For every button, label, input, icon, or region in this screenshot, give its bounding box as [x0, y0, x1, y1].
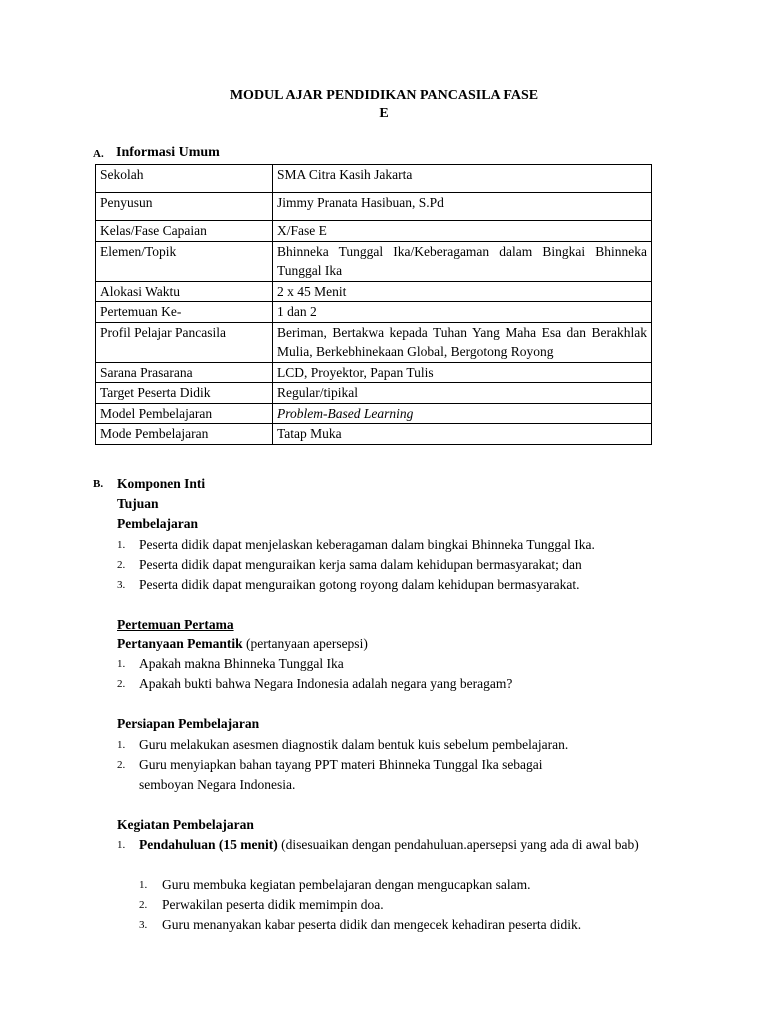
list-number: 2. [117, 678, 126, 690]
list-number: 2. [117, 559, 126, 571]
pemantik-heading [117, 634, 368, 654]
table-value: LCD, Proyektor, Papan Tulis [273, 362, 652, 383]
pemantik-list [117, 654, 677, 694]
table-value: X/Fase E [273, 221, 652, 242]
table-key: Mode Pembelajaran [96, 424, 273, 445]
table-key: Pertemuan Ke- [96, 302, 273, 323]
table-value: 1 dan 2 [273, 302, 652, 323]
list-item-text: Perwakilan peserta didik memimpin doa. [162, 897, 384, 912]
table-row [96, 362, 652, 383]
section-a-heading: Informasi Umum [116, 145, 220, 160]
persiapan-heading: Persiapan Pembelajaran [117, 716, 260, 731]
list-item [139, 915, 679, 935]
table-row [96, 241, 652, 281]
table-value: Tatap Muka [273, 424, 652, 445]
list-number: 3. [117, 579, 126, 591]
pendahuluan-list [139, 875, 679, 935]
table-row [96, 403, 652, 424]
table-row [96, 193, 652, 221]
list-item-text: Peserta didik dapat menjelaskan keberagaman dalam bingkai Bhinneka Tunggal Ika. [139, 537, 595, 552]
list-item [117, 755, 569, 795]
table-row [96, 424, 652, 445]
pertemuan-pertama-heading: Pertemuan Pertama [117, 617, 234, 632]
list-number: 2. [117, 759, 126, 771]
list-item [117, 654, 677, 674]
list-number: 2. [139, 899, 148, 911]
list-number: 1. [117, 839, 126, 851]
list-number: 1. [117, 658, 126, 670]
list-item [117, 535, 677, 555]
kegiatan-heading: Kegiatan Pembelajaran [117, 817, 254, 832]
list-item-text: Peserta didik dapat menguraikan gotong royong dalam kehidupan bermasyarakat. [139, 577, 580, 592]
table-key: Elemen/Topik [96, 241, 273, 281]
table-key: Alokasi Waktu [96, 281, 273, 302]
list-item [117, 735, 637, 755]
table-key: Profil Pelajar Pancasila [96, 322, 273, 362]
pendahuluan-note: (disesuaikan dengan pendahuluan.apersepsi yang ada di awal bab) [277, 837, 639, 852]
section-a-letter: A. [93, 148, 104, 160]
list-item [139, 895, 679, 915]
tujuan-list [117, 535, 677, 595]
table-key: Model Pembelajaran [96, 403, 273, 424]
table-value: SMA Citra Kasih Jakarta [273, 165, 652, 193]
persiapan-list [117, 735, 637, 795]
list-number: 3. [139, 919, 148, 931]
table-value: Regular/tipikal [273, 383, 652, 404]
list-number: 1. [117, 739, 126, 751]
table-row [96, 221, 652, 242]
pendahuluan-label: Pendahuluan (15 menit) [139, 837, 278, 852]
section-b-heading: Komponen Inti [117, 476, 206, 491]
list-number: 1. [139, 879, 148, 891]
table-key: Kelas/Fase Capaian [96, 221, 273, 242]
pemantik-note: (pertanyaan apersepsi) [242, 636, 368, 651]
table-key: Sekolah [96, 165, 273, 193]
table-value: Beriman, Bertakwa kepada Tuhan Yang Maha Esa dan Berakhlak Mulia, Berkebhinekaan Global, Bergotong Royong [273, 322, 652, 362]
list-item-text: Peserta didik dapat menguraikan kerja sama dalam kehidupan bermasyarakat; dan [139, 557, 582, 572]
list-item [117, 674, 677, 694]
table-row [96, 302, 652, 323]
table-row [96, 281, 652, 302]
table-key: Sarana Prasarana [96, 362, 273, 383]
list-item-text: Guru menanyakan kabar peserta didik dan mengecek kehadiran peserta didik. [162, 917, 582, 932]
section-b-letter: B. [93, 478, 104, 490]
list-item-text: Guru melakukan asesmen diagnostik dalam bentuk kuis sebelum pembelajaran. [139, 737, 569, 752]
table-row [96, 165, 652, 193]
list-item-text: Apakah makna Bhinneka Tunggal Ika [139, 656, 344, 671]
table-value: Problem-Based Learning [273, 403, 652, 424]
table-key: Penyusun [96, 193, 273, 221]
tujuan-heading-2: Pembelajaran [117, 516, 198, 531]
table-row [96, 322, 652, 362]
list-item [117, 555, 677, 575]
info-table [95, 164, 652, 445]
list-item-text: Apakah bukti bahwa Negara Indonesia adalah negara yang beragam? [139, 676, 513, 691]
pemantik-label: Pertanyaan Pemantik [117, 636, 243, 651]
title-line-2: E [379, 106, 389, 121]
list-item-text: Guru menyiapkan bahan tayang PPT materi Bhinneka Tunggal Ika sebagai semboyan Negara Indonesia. [139, 757, 543, 792]
list-item [117, 575, 677, 595]
table-key: Target Peserta Didik [96, 383, 273, 404]
tujuan-heading-1: Tujuan [117, 496, 159, 511]
table-value: 2 x 45 Menit [273, 281, 652, 302]
list-item [139, 875, 679, 895]
title-line-1: MODUL AJAR PENDIDIKAN PANCASILA FASE [229, 88, 539, 103]
table-row [96, 383, 652, 404]
document-title [0, 87, 768, 123]
table-value: Jimmy Pranata Hasibuan, S.Pd [273, 193, 652, 221]
table-value: Bhinneka Tunggal Ika/Keberagaman dalam Bingkai Bhinneka Tunggal Ika [273, 241, 652, 281]
list-number: 1. [117, 539, 126, 551]
pendahuluan-item [117, 835, 673, 855]
list-item-text: Guru membuka kegiatan pembelajaran dengan mengucapkan salam. [162, 877, 531, 892]
